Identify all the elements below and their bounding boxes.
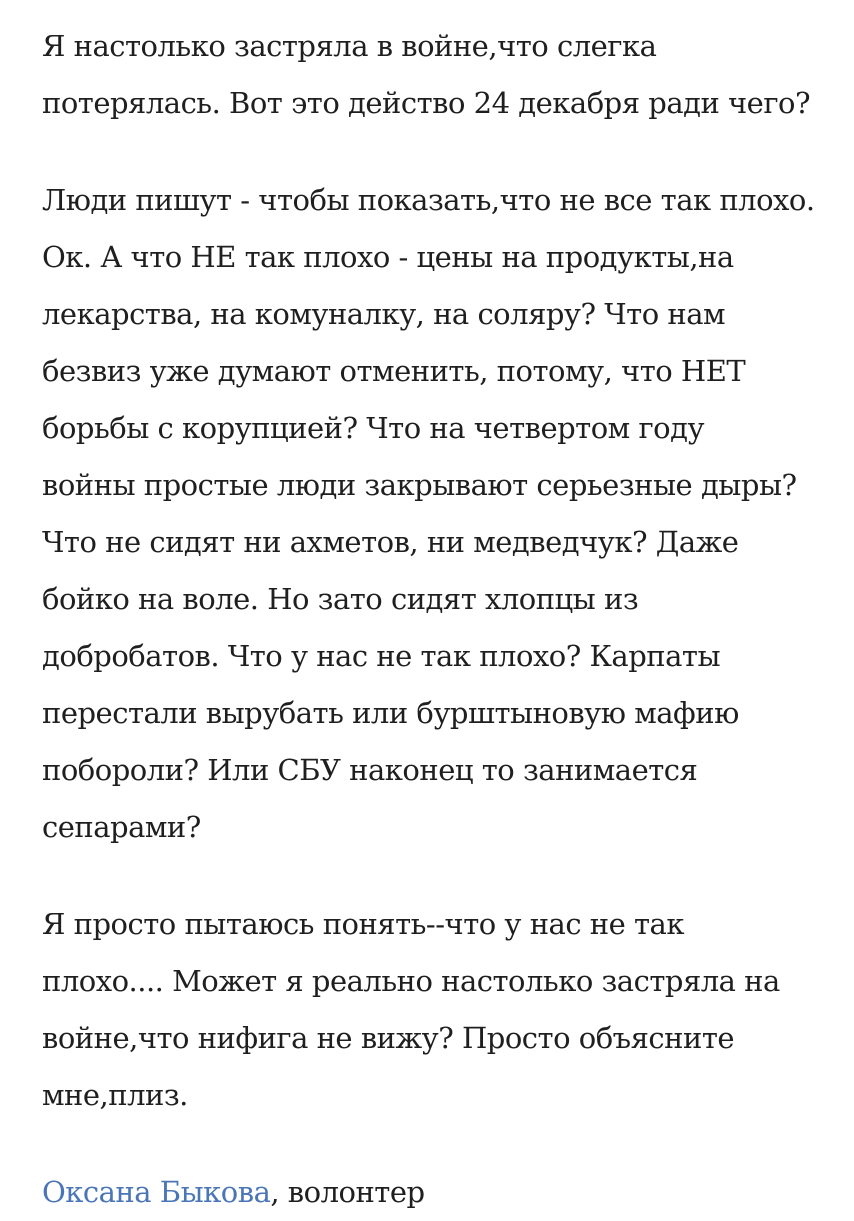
text-line: потерялась. Вот это действо 24 декабря ради чего? bbox=[42, 86, 811, 120]
text-line: борьбы с корупцией? Что на четвертом году bbox=[42, 411, 705, 445]
text-line: добробатов. Что у нас не так плохо? Карпаты bbox=[42, 639, 721, 673]
author-link[interactable]: Оксана Быкова bbox=[42, 1175, 271, 1209]
text-line: безвиз уже думают отменить, потому, что НЕТ bbox=[42, 354, 746, 388]
text-line: Что не сидят ни ахметов, ни медведчук? Даже bbox=[42, 525, 739, 559]
text-line: мне,плиз. bbox=[42, 1078, 188, 1112]
paragraph-3 bbox=[42, 896, 832, 1124]
text-line: перестали вырубать или бурштыновую мафию bbox=[42, 696, 739, 730]
paragraph-1 bbox=[42, 18, 832, 132]
article-body bbox=[42, 18, 832, 1221]
author-role: , волонтер bbox=[270, 1175, 425, 1209]
text-line: бойко на воле. Но зато сидят хлопцы из bbox=[42, 582, 639, 616]
text-line: Люди пишут - чтобы показать,что не все так плохо. bbox=[42, 183, 815, 217]
signature bbox=[42, 1164, 832, 1221]
text-line: войне,что нифига не вижу? Просто объясните bbox=[42, 1021, 735, 1055]
text-line: сепарами? bbox=[42, 810, 201, 844]
paragraph-2 bbox=[42, 172, 832, 856]
text-line: побороли? Или СБУ наконец то занимается bbox=[42, 753, 698, 787]
text-line: Я настолько застряла в войне,что слегка bbox=[42, 29, 657, 63]
text-line: плохо.... Может я реально настолько застряла на bbox=[42, 964, 780, 998]
text-line: Я просто пытаюсь понять--что у нас не так bbox=[42, 907, 684, 941]
text-line: лекарства, на комуналку, на соляру? Что нам bbox=[42, 297, 726, 331]
text-line: войны простые люди закрывают серьезные дыры? bbox=[42, 468, 797, 502]
text-line: Ок. А что НЕ так плохо - цены на продукты,на bbox=[42, 240, 734, 274]
